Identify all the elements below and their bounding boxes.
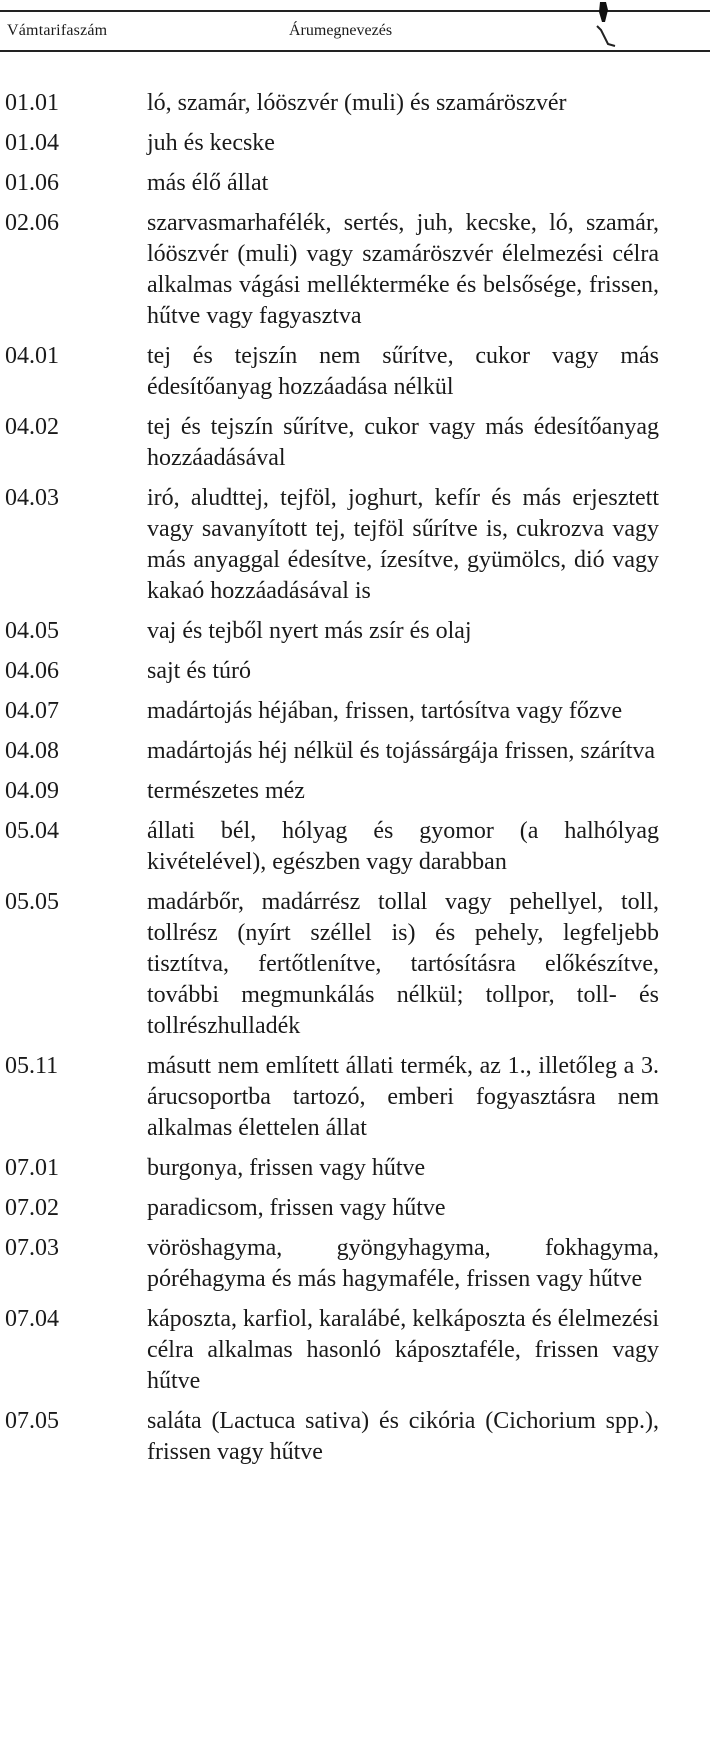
tariff-code: 07.02 — [5, 1195, 59, 1221]
header-bottom-rule — [0, 50, 710, 52]
tariff-code: 05.04 — [5, 818, 59, 844]
table-row — [0, 736, 720, 767]
table-row — [0, 656, 720, 687]
header-tariff-number: Vámtarifaszám — [7, 22, 108, 39]
tariff-code: 04.05 — [5, 618, 59, 644]
goods-description: madárbőr, madárrész tollal vagy pehellyel, toll, tollrész (nyírt széllel is) és pehely, legfeljebb tisztítva, fertőtlenítve, tartósításra előkészítve, további megmunkálás nélkül; tollpor, toll- és tollrészhulladék — [147, 889, 659, 1039]
tariff-code: 01.06 — [5, 170, 59, 196]
tariff-code: 05.11 — [5, 1053, 59, 1079]
goods-description: madártojás héjában, frissen, tartósítva vagy főzve — [147, 698, 623, 724]
table-header — [0, 0, 720, 50]
goods-description: tej és tejszín sűrítve, cukor vagy más édesítőanyag hozzáadásával — [147, 414, 659, 471]
table-row — [0, 696, 720, 727]
table-row — [0, 1304, 720, 1397]
tariff-code: 04.07 — [5, 698, 59, 724]
tariff-code: 04.01 — [5, 343, 59, 369]
table-row — [0, 1233, 720, 1295]
goods-description: természetes méz — [147, 778, 305, 804]
goods-description: állati bél, hólyag és gyomor (a halhólyag kivételével), egészben vagy darabban — [147, 818, 659, 875]
table-row — [0, 776, 720, 807]
table-row — [0, 341, 720, 403]
table-row — [0, 616, 720, 647]
tariff-code: 04.06 — [5, 658, 59, 684]
ink-mark-icon — [588, 0, 618, 48]
tariff-code: 07.01 — [5, 1155, 59, 1181]
tariff-code: 04.02 — [5, 414, 59, 440]
tariff-code: 01.01 — [5, 90, 59, 116]
tariff-table — [0, 88, 720, 1477]
goods-description: más élő állat — [147, 170, 269, 196]
goods-description: sajt és túró — [147, 658, 251, 684]
goods-description: saláta (Lactuca sativa) és cikória (Cichorium spp.), frissen vagy hűtve — [147, 1408, 659, 1465]
goods-description: iró, aludttej, tejföl, joghurt, kefír és más erjesztett vagy savanyított tej, tejföl sűrítve is, cukrozva vagy más anyaggal édesítve, ízesítve, gyümölcs, dió vagy kakaó hozzáadásával is — [147, 485, 659, 604]
table-row — [0, 128, 720, 159]
tariff-code: 07.05 — [5, 1408, 59, 1434]
tariff-code: 05.05 — [5, 889, 59, 915]
tariff-code: 02.06 — [5, 210, 59, 236]
goods-description: másutt nem említett állati termék, az 1., illetőleg a 3. árucsoportba tartozó, emberi fogyasztásra nem alkalmas élettelen állat — [147, 1053, 659, 1141]
tariff-code: 04.03 — [5, 485, 59, 511]
header-goods-name: Árumegnevezés — [289, 22, 393, 39]
table-row — [0, 208, 720, 332]
goods-description: vöröshagyma, gyöngyhagyma, fokhagyma, póréhagyma és más hagymaféle, frissen vagy hűtve — [147, 1235, 659, 1292]
goods-description: burgonya, frissen vagy hűtve — [147, 1155, 426, 1181]
tariff-code: 07.03 — [5, 1235, 59, 1261]
goods-description: paradicsom, frissen vagy hűtve — [147, 1195, 446, 1221]
table-row — [0, 168, 720, 199]
goods-description: káposzta, karfiol, karalábé, kelkáposzta és élelmezési célra alkalmas hasonló káposztaféle, frissen vagy hűtve — [147, 1306, 659, 1394]
table-row — [0, 483, 720, 607]
goods-description: juh és kecske — [147, 130, 275, 156]
tariff-code: 04.08 — [5, 738, 59, 764]
table-row — [0, 816, 720, 878]
goods-description: tej és tejszín nem sűrítve, cukor vagy más édesítőanyag hozzáadása nélkül — [147, 343, 659, 400]
table-row — [0, 1193, 720, 1224]
tariff-code: 01.04 — [5, 130, 59, 156]
tariff-code: 04.09 — [5, 778, 59, 804]
goods-description: ló, szamár, lóöszvér (muli) és szamáröszvér — [147, 90, 567, 116]
table-row — [0, 1406, 720, 1468]
table-row — [0, 412, 720, 474]
table-row — [0, 1051, 720, 1144]
goods-description: vaj és tejből nyert más zsír és olaj — [147, 618, 472, 644]
table-row — [0, 88, 720, 119]
goods-description: szarvasmarhafélék, sertés, juh, kecske, ló, szamár, lóöszvér (muli) vagy szamáröszvér élelmezési célra alkalmas vágási mellékterméke és belsősége, frissen, hűtve vagy fagyasztva — [147, 210, 659, 329]
table-row — [0, 1153, 720, 1184]
tariff-code: 07.04 — [5, 1306, 59, 1332]
table-row — [0, 887, 720, 1042]
goods-description: madártojás héj nélkül és tojássárgája frissen, szárítva — [147, 738, 656, 764]
